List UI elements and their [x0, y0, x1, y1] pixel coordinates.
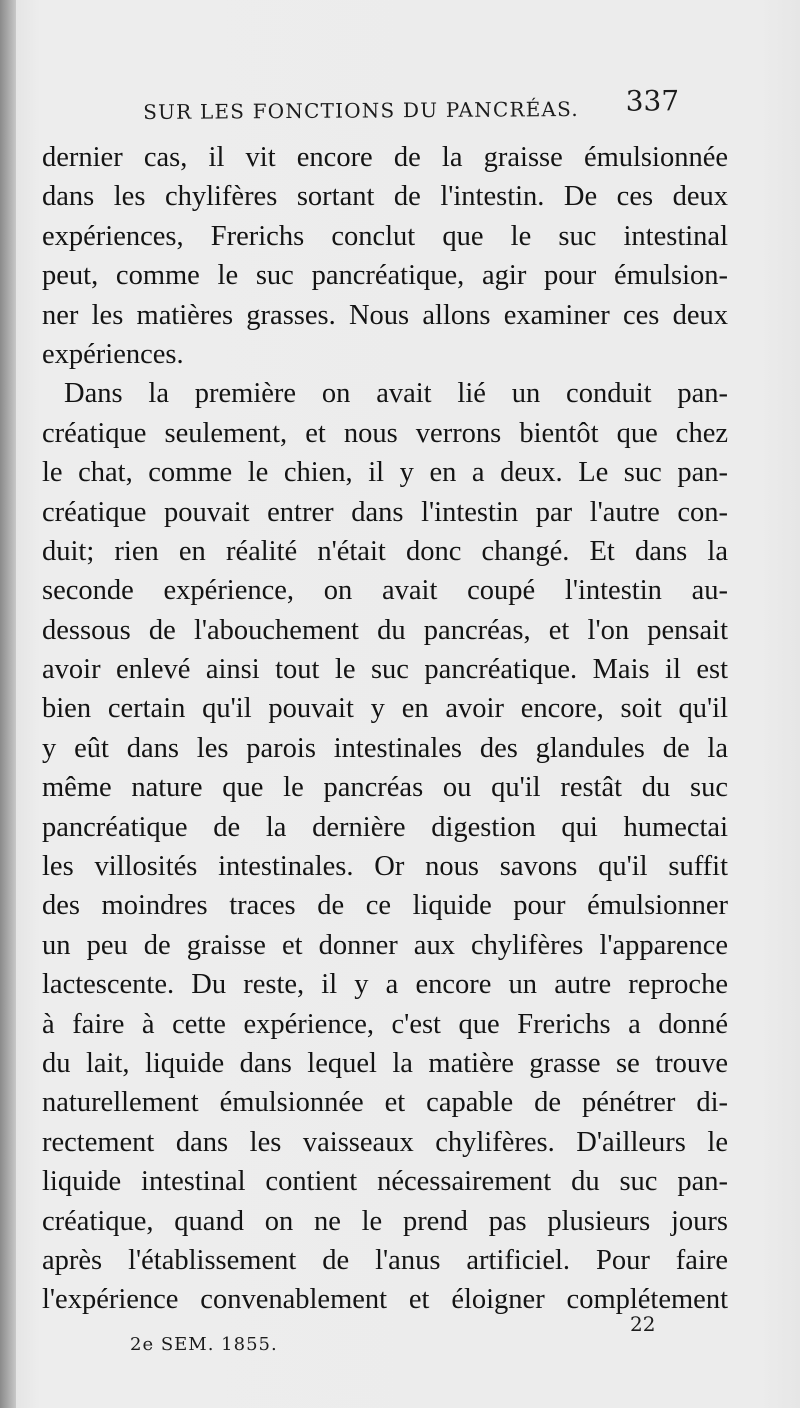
text-line: Dans la première on avait lié un conduit pan-	[64, 378, 728, 410]
text-line: expériences.	[42, 338, 184, 370]
text-line: dessous de l'abouchement du pancréas, et l'on pensait	[42, 614, 728, 646]
printer-signature: 2e SEM. 1855.	[130, 1334, 278, 1355]
text-line: après l'établissement de l'anus artificiel. Pour faire	[42, 1244, 728, 1276]
text-line: bien certain qu'il pouvait y en avoir encore, soit qu'il	[42, 693, 728, 725]
text-line: à faire à cette expérience, c'est que Frerichs a donné	[42, 1008, 728, 1040]
text-line: l'expérience convenablement et éloigner complétement	[42, 1284, 728, 1316]
text-line: avoir enlevé ainsi tout le suc pancréatique. Mais il est	[42, 654, 728, 686]
page-number: 337	[625, 84, 680, 118]
text-line: duit; rien en réalité n'était donc changé. Et dans la	[42, 535, 728, 567]
text-line: du lait, liquide dans lequel la matière grasse se trouve	[42, 1047, 728, 1079]
text-line: seconde expérience, on avait coupé l'intestin au-	[42, 575, 728, 607]
body-text	[42, 138, 728, 1320]
text-line: même nature que le pancréas ou qu'il restât du suc	[42, 772, 728, 804]
text-line: expériences, Frerichs conclut que le suc intestinal	[42, 220, 728, 252]
text-line: rectement dans les vaisseaux chylifères. D'ailleurs le	[42, 1126, 728, 1158]
text-line: le chat, comme le chien, il y en a deux. Le suc pan-	[42, 457, 728, 489]
text-line: ner les matières grasses. Nous allons examiner ces deux	[42, 299, 728, 331]
page-footer	[130, 1310, 670, 1360]
text-line: liquide intestinal contient nécessairement du suc pan-	[42, 1166, 728, 1198]
page-header	[143, 84, 683, 132]
text-line: y eût dans les parois intestinales des glandules de la	[42, 732, 728, 764]
running-head: SUR LES FONCTIONS DU PANCRÉAS.	[143, 96, 579, 124]
text-line: un peu de graisse et donner aux chylifères l'apparence	[42, 929, 728, 961]
text-line: peut, comme le suc pancréatique, agir pour émulsion-	[42, 260, 728, 292]
text-line: créatique, quand on ne le prend pas plusieurs jours	[42, 1205, 728, 1237]
text-line: dernier cas, il vit encore de la graisse émulsionnée	[42, 142, 728, 173]
text-line: les villosités intestinales. Or nous savons qu'il suffit	[42, 851, 728, 883]
text-line: créatique pouvait entrer dans l'intestin par l'autre con-	[42, 496, 728, 528]
signature-mark: 22	[630, 1312, 656, 1336]
text-line: naturellement émulsionnée et capable de pénétrer di-	[42, 1087, 728, 1119]
book-gutter	[0, 0, 16, 1408]
text-line: dans les chylifères sortant de l'intestin. De ces deux	[42, 181, 728, 213]
text-line: lactescente. Du reste, il y a encore un autre reproche	[42, 969, 728, 1001]
text-line: des moindres traces de ce liquide pour émulsionner	[42, 890, 728, 922]
text-line: pancréatique de la dernière digestion qui humectai	[42, 811, 728, 843]
text-line: créatique seulement, et nous verrons bientôt que chez	[42, 417, 728, 449]
